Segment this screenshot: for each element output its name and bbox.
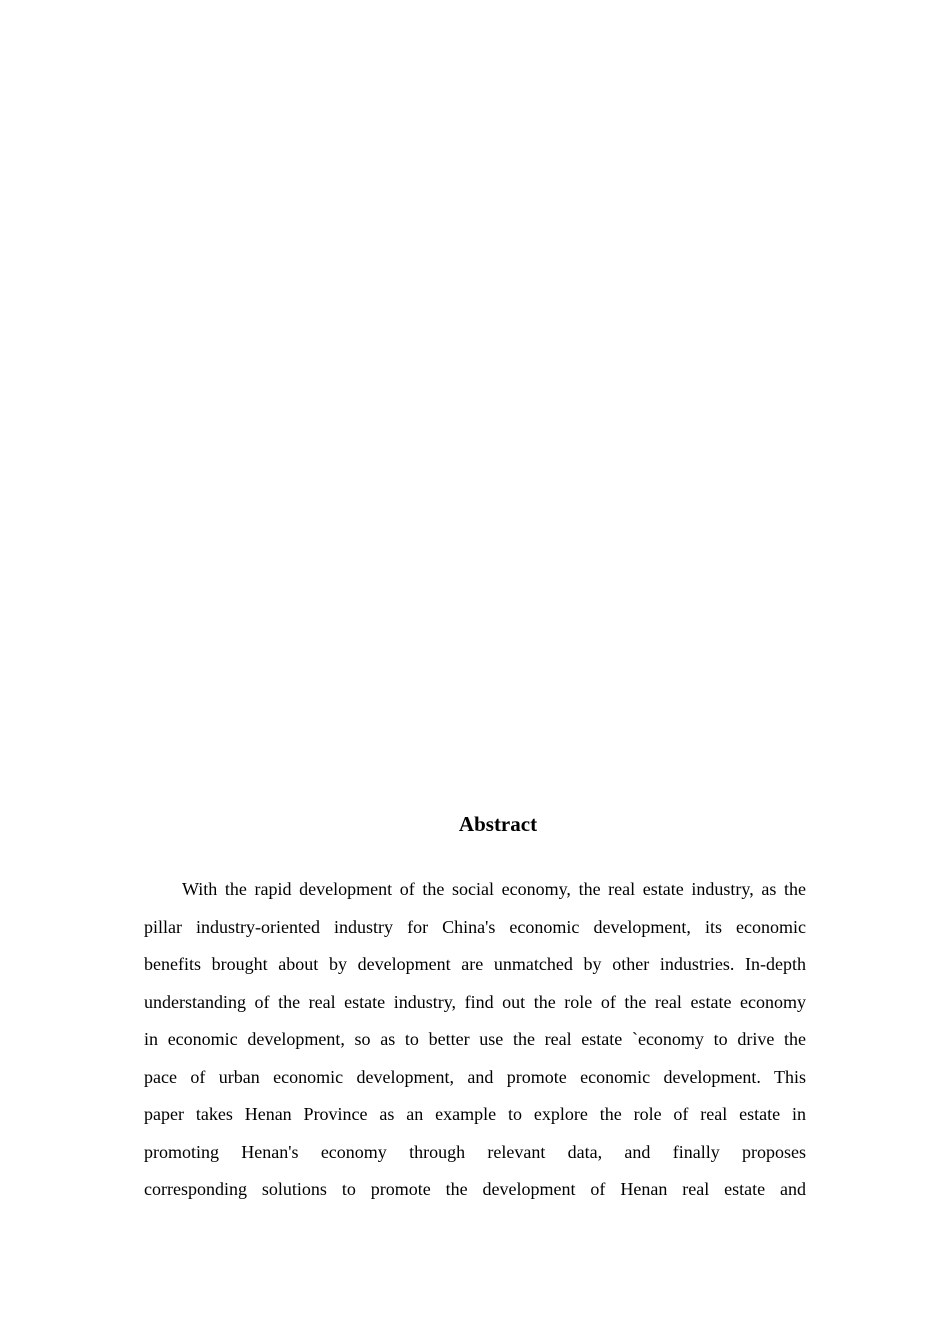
abstract-line: promoting Henan's economy through relevant data, and finally proposes <box>144 1141 806 1162</box>
abstract-line: understanding of the real estate industry, find out the role of the real estate economy <box>144 991 806 1012</box>
abstract-line: pillar industry-oriented industry for China's economic development, its economic <box>144 916 806 937</box>
abstract-line: With the rapid development of the social economy, the real estate industry, as the <box>182 879 806 899</box>
abstract-line: corresponding solutions to promote the development of Henan real estate and <box>144 1179 806 1199</box>
abstract-body <box>144 871 806 1209</box>
abstract-heading: Abstract <box>458 812 538 836</box>
abstract-line: pace of urban economic development, and promote economic development. This <box>144 1066 806 1087</box>
abstract-line: paper takes Henan Province as an example to explore the role of real estate in <box>144 1104 806 1124</box>
abstract-line: benefits brought about by development are unmatched by other industries. In-depth <box>144 954 806 974</box>
abstract-line: in economic development, so as to better use the real estate `economy to drive the <box>144 1029 806 1049</box>
